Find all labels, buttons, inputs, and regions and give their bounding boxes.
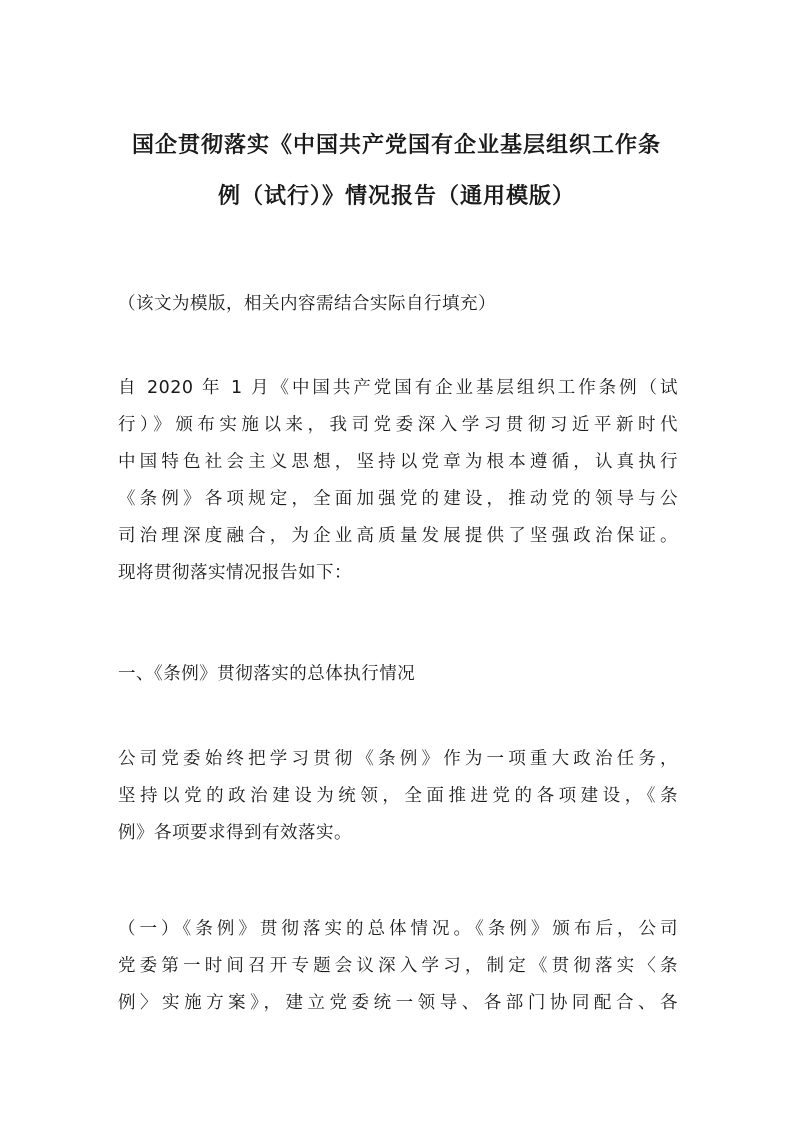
intro-line-2: 行）》颁布实施以来，我司党委深入学习贯彻习近平新时代 <box>118 415 678 435</box>
template-note: （该文为模版，相关内容需结合实际自行填充） <box>118 294 496 314</box>
section-heading-1: 一、《条例》贯彻落实的总体执行情况 <box>118 664 416 684</box>
subsection1-line-1: （一）《条例》贯彻落实的总体情况。《条例》颁布后，公司 <box>118 919 678 939</box>
intro-line-4: 《条例》各项规定，全面加强党的建设，推动党的领导与公 <box>118 489 678 509</box>
subsection1-line-2: 党委第一时间召开专题会议深入学习，制定《贯彻落实〈条 <box>118 956 678 976</box>
section1-line-2: 坚持以党的政治建设为统领，全面推进党的各项建设，《条 <box>118 786 678 806</box>
intro-line-6: 现将贯彻落实情况报告如下： <box>118 563 352 583</box>
intro-line-5: 司治理深度融合，为企业高质量发展提供了坚强政治保证。 <box>118 526 678 546</box>
intro-line-1: 自 2020 年 1 月《中国共产党国有企业基层组织工作条例（试 <box>118 378 678 398</box>
section1-line-3: 例》各项要求得到有效落实。 <box>118 823 352 843</box>
document-title-line-2: 例（试行）》情况报告（通用模版） <box>217 184 575 209</box>
section1-line-1: 公司党委始终把学习贯彻《条例》作为一项重大政治任务， <box>118 749 678 769</box>
subsection1-line-3: 例〉实施方案》，建立党委统一领导、各部门协同配合、各 <box>118 993 678 1013</box>
intro-line-3: 中国特色社会主义思想，坚持以党章为根本遵循，认真执行 <box>118 452 678 472</box>
document-title-line-1: 国企贯彻落实《中国共产党国有企业基层组织工作条 <box>131 133 661 158</box>
